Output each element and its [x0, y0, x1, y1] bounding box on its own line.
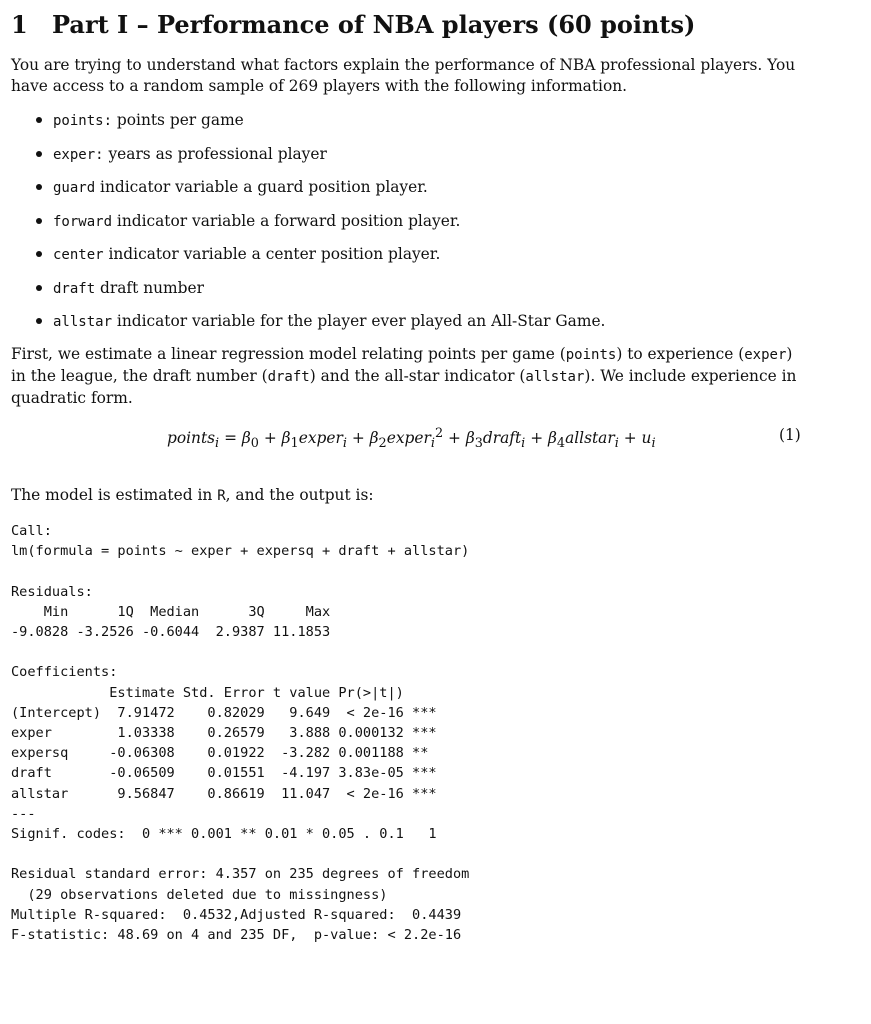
- regression-equation: points$_i$ = $\beta_0$ + $\beta_1exper_i$ + $\beta_2exper_i^2$ + $\beta_3draft_i$ + $\beta_4allstar_i + u_i$: [167, 426, 656, 452]
- output-line: Call:: [11, 523, 52, 539]
- output-line: draft -0.06509 0.01551 -4.197 3.83e-05 ***: [11, 765, 437, 782]
- list-item: [11, 209, 605, 243]
- output-line: -9.0828 -3.2526 -0.6044 2.9387 11.1853: [11, 624, 331, 640]
- section-number: 1: [11, 10, 28, 39]
- text-fragment: First, we estimate a linear regression model relating points per game (: [11, 345, 566, 363]
- output-line: allstar 9.56847 0.86619 11.047 < 2e-16 ***: [11, 785, 437, 802]
- text-fragment: ). We include experience in quadratic form.: [11, 367, 797, 407]
- list-item: [11, 142, 605, 176]
- list-item: [11, 309, 605, 343]
- output-line: Min 1Q Median 3Q Max: [11, 603, 331, 620]
- output-line: ---: [11, 805, 36, 822]
- section-title: Part I – Performance of NBA players (60 points): [52, 10, 696, 39]
- variable-name: points:: [53, 113, 113, 129]
- model-description-paragraph: [11, 344, 811, 409]
- code-fragment: points: [565, 347, 617, 363]
- list-item: [11, 276, 605, 310]
- r-regression-output: [11, 521, 469, 945]
- text-fragment: ) to experience (: [616, 345, 745, 363]
- output-line: Residual standard error: 4.357 on 235 degrees of freedom: [11, 866, 470, 883]
- equation-number: (1): [779, 426, 801, 444]
- text-fragment: The model is estimated in: [11, 486, 218, 504]
- variable-description: indicator variable a forward position player.: [112, 211, 461, 230]
- variable-description: indicator variable for the player ever played an All-Star Game.: [112, 312, 606, 330]
- output-line: Residuals:: [11, 583, 93, 600]
- variable-name: exper:: [53, 146, 104, 163]
- text-fragment: , and the output is:: [225, 486, 374, 504]
- output-line: (Intercept) 7.91472 0.82029 9.649 < 2e-16 ***: [11, 704, 437, 721]
- output-line: F-statistic: 48.69 on 4 and 235 DF, p-value: < 2.2e-16: [11, 927, 462, 944]
- intro-paragraph: You are trying to understand what factors explain the performance of NBA professional players. You have access to a random sample of 269 players with the following information.: [11, 56, 796, 95]
- list-item: [11, 242, 605, 276]
- list-item: [11, 175, 605, 209]
- text-fragment: ) and the all-star indicator (: [309, 367, 526, 385]
- code-fragment: exper: [744, 347, 787, 363]
- output-line: exper 1.03338 0.26579 3.888 0.000132 ***: [11, 725, 437, 741]
- variable-name: center: [53, 247, 104, 263]
- variable-description: indicator variable a guard position player.: [95, 178, 428, 196]
- variable-description: draft number: [95, 278, 204, 297]
- output-line: expersq -0.06308 0.01922 -3.282 0.001188 **: [11, 745, 429, 762]
- output-line: [11, 642, 469, 662]
- output-line: Multiple R-squared: 0.4532,Adjusted R-squared: 0.4439: [11, 906, 462, 923]
- variable-description: indicator variable a center position player.: [103, 245, 441, 263]
- variable-list: [11, 108, 605, 343]
- variable-name: guard: [53, 180, 96, 196]
- output-line: Signif. codes: 0 *** 0.001 ** 0.01 * 0.05 . 0.1 1: [11, 826, 437, 843]
- variable-name: draft: [53, 280, 96, 297]
- section-heading: [11, 10, 695, 39]
- code-fragment: R: [217, 488, 226, 504]
- output-line: Estimate Std. Error t value Pr(>|t|): [11, 684, 404, 701]
- variable-name: allstar: [53, 314, 113, 330]
- code-fragment: draft: [267, 369, 310, 385]
- list-item: [11, 108, 605, 142]
- output-line: lm(formula = points ~ exper + expersq + draft + allstar): [11, 543, 470, 560]
- estimation-note: [11, 486, 374, 504]
- output-line: [11, 561, 469, 581]
- text-fragment: ) in the league, the draft number (: [11, 345, 793, 385]
- variable-description: points per game: [112, 111, 244, 129]
- output-line: [11, 844, 469, 864]
- variable-name: forward: [53, 213, 113, 230]
- output-line: Coefficients:: [11, 664, 118, 681]
- code-fragment: allstar: [525, 369, 585, 385]
- variable-description: years as professional player: [103, 144, 327, 163]
- output-line: (29 observations deleted due to missingness): [11, 886, 388, 903]
